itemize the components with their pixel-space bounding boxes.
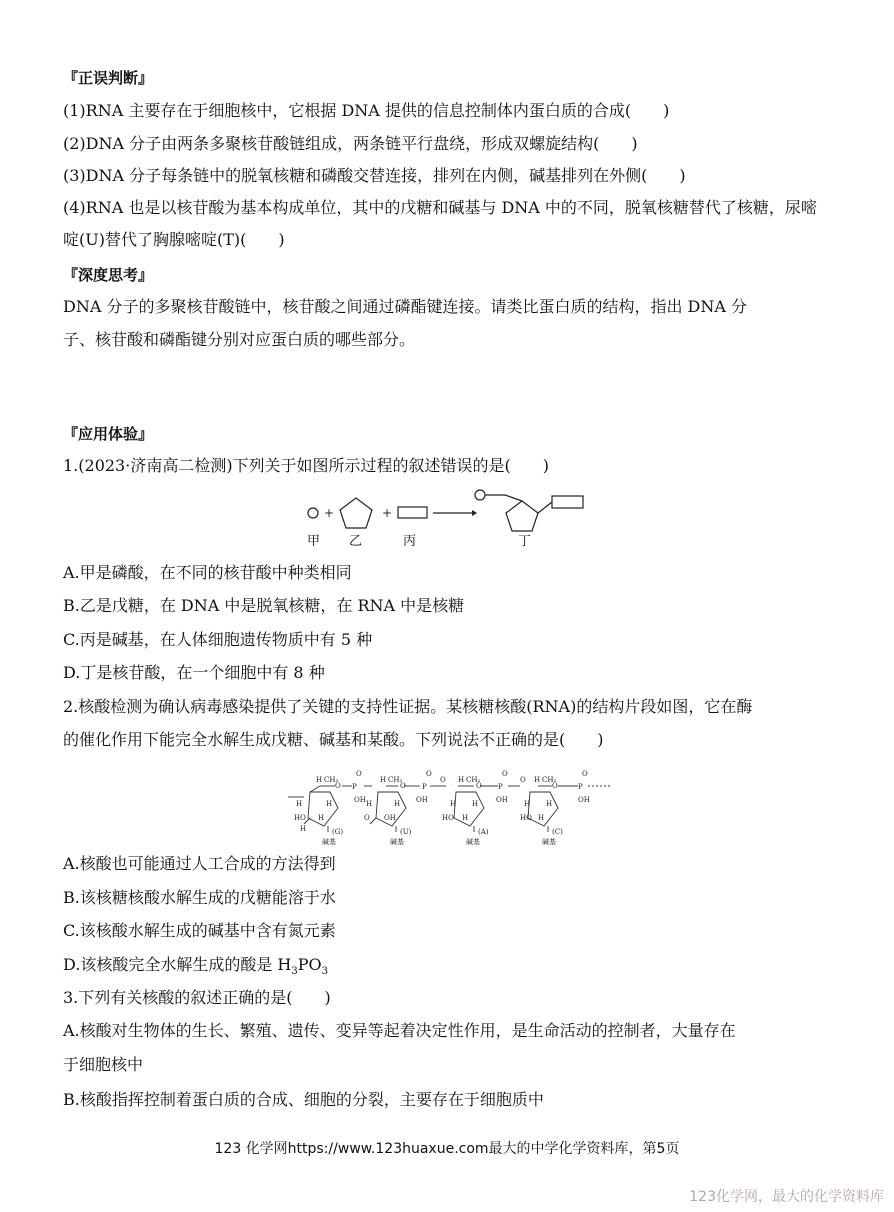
svg-text:H: H — [394, 800, 401, 808]
svg-text:H: H — [318, 814, 325, 822]
label-yi: 乙 — [349, 534, 363, 548]
q2-option-a: A.核酸也可能通过人工合成的方法得到 — [63, 854, 336, 873]
judge-item-1: (1)RNA 主要存在于细胞核中，它根据 DNA 提供的信息控制体内蛋白质的合成( ) — [63, 101, 670, 120]
svg-text:H: H — [300, 825, 307, 833]
base-g: (G) — [332, 828, 344, 836]
q2-stem-2: 的催化作用下能完全水解生成戊糖、碱基和某酸。下列说法不正确的是( ) — [63, 730, 604, 749]
svg-text:CH₂: CH₂ — [388, 776, 403, 784]
judge-item-2: (2)DNA 分子由两条多聚核苷酸链组成，两条链平行盘绕，形成双螺旋结构( ) — [63, 134, 638, 153]
label-ding: 丁 — [518, 534, 532, 548]
svg-text:H: H — [546, 800, 553, 808]
nucleotide-formation-figure — [300, 488, 600, 548]
svg-text:H: H — [538, 814, 545, 822]
rna-structure-figure — [280, 762, 620, 846]
base-label-3: 碱基 — [466, 838, 480, 846]
q2-stem-1: 2.核酸检测为确认病毒感染提供了关键的支持性证据。某核糖核酸(RNA)的结构片段如图，它在酶 — [63, 697, 753, 716]
watermark: 123化学网，最大的化学资料库 — [689, 1189, 884, 1205]
svg-text:OH: OH — [416, 796, 428, 804]
q2-option-d: D.该核酸完全水解生成的酸是 $H_3PO_3$ — [63, 955, 329, 978]
svg-text:H: H — [380, 776, 387, 784]
svg-text:O: O — [440, 776, 446, 784]
think-line-1: DNA 分子的多聚核苷酸链中，核苷酸之间通过磷酯键连接。请类比蛋白质的结构，指出 DNA 分 — [63, 297, 748, 316]
base-label-4: 碱基 — [542, 838, 556, 846]
svg-text:O: O — [364, 814, 370, 822]
section-header-apply: 『应用体验』 — [63, 425, 154, 443]
svg-text:P: P — [352, 783, 357, 791]
label-jia: 甲 — [307, 534, 321, 548]
judge-item-4: (4)RNA 也是以核苷酸为基本构成单位，其中的戊糖和碱基与 DNA 中的不同，脱氧核糖替代了核糖，尿嘧 — [63, 198, 817, 217]
svg-text:O: O — [502, 770, 508, 778]
q3-stem: 3.下列有关核酸的叙述正确的是( ) — [63, 988, 331, 1007]
q1-option-d: D.丁是核苷酸，在一个细胞中有 8 种 — [63, 663, 325, 682]
q1-option-c: C.丙是碱基，在人体细胞遗传物质中有 5 种 — [63, 630, 373, 649]
q2-option-c: C.该核酸水解生成的碱基中含有氮元素 — [63, 921, 336, 940]
svg-text:HO: HO — [520, 814, 532, 822]
svg-text:O: O — [476, 782, 482, 790]
svg-text:O: O — [520, 776, 526, 784]
svg-text:HO: HO — [442, 814, 454, 822]
svg-text:O: O — [356, 770, 362, 778]
svg-text:OH: OH — [384, 814, 396, 822]
svg-text:CH₂: CH₂ — [324, 776, 339, 784]
q2-option-b: B.该核糖核酸水解生成的戊糖能溶于水 — [63, 888, 336, 907]
q1-option-a: A.甲是磷酸，在不同的核苷酸中种类相同 — [63, 563, 352, 582]
svg-text:O: O — [426, 770, 432, 778]
svg-text:H: H — [462, 814, 469, 822]
svg-text:OH: OH — [496, 796, 508, 804]
base-label-2: 碱基 — [390, 838, 404, 846]
svg-text:H: H — [458, 776, 465, 784]
q3-option-a: A.核酸对生物体的生长、繁殖、遗传、变异等起着决定性作用，是生命活动的控制者，大量存在 — [63, 1021, 736, 1040]
think-line-2: 子、核苷酸和磷酯键分别对应蛋白质的哪些部分。 — [63, 330, 416, 349]
svg-text:CH₂: CH₂ — [542, 776, 557, 784]
svg-text:CH₂: CH₂ — [466, 776, 481, 784]
svg-text:P: P — [422, 783, 427, 791]
q3-option-b: B.核酸指挥控制着蛋白质的合成、细胞的分裂，主要存在于细胞质中 — [63, 1090, 544, 1109]
svg-text:H: H — [316, 776, 323, 784]
svg-text:O: O — [400, 782, 406, 790]
q3-option-a-cont: 于细胞核中 — [63, 1055, 144, 1074]
judge-item-3: (3)DNA 分子每条链中的脱氧核糖和磷酸交替连接，排列在内侧，碱基排列在外侧( ) — [63, 166, 686, 185]
page-footer: 123 化学网https://www.123huaxue.com最大的中学化学资料库，第5页 — [214, 1141, 680, 1157]
svg-text:H: H — [534, 776, 541, 784]
svg-text:H: H — [450, 800, 457, 808]
judge-item-4-cont: 啶(U)替代了胸腺嘧啶(T)( ) — [63, 230, 285, 249]
section-header-think: 『深度思考』 — [63, 266, 154, 284]
svg-text:H: H — [326, 800, 333, 808]
svg-text:HO: HO — [294, 814, 306, 822]
svg-text:P: P — [498, 783, 503, 791]
base-c: (C) — [552, 828, 563, 836]
svg-text:O: O — [335, 782, 341, 790]
q1-stem: 1.(2023·济南高二检测)下列关于如图所示过程的叙述错误的是( ) — [63, 456, 550, 475]
svg-text:H: H — [366, 800, 373, 808]
q1-option-b: B.乙是戊糖，在 DNA 中是脱氧核糖，在 RNA 中是核糖 — [63, 596, 465, 615]
svg-text:+: + — [324, 506, 335, 520]
label-bing: 丙 — [403, 534, 417, 548]
svg-text:+: + — [382, 506, 393, 520]
svg-text:H: H — [524, 800, 531, 808]
svg-text:OH: OH — [354, 796, 366, 804]
section-header-judge: 『正误判断』 — [63, 69, 154, 87]
svg-text:O: O — [582, 770, 588, 778]
base-a: (A) — [478, 828, 489, 836]
svg-text:H: H — [472, 800, 479, 808]
svg-text:H: H — [296, 800, 303, 808]
svg-text:O: O — [552, 782, 558, 790]
base-u: (U) — [400, 828, 412, 836]
svg-text:OH: OH — [578, 796, 590, 804]
base-label-1: 碱基 — [322, 838, 336, 846]
svg-text:P: P — [578, 783, 583, 791]
